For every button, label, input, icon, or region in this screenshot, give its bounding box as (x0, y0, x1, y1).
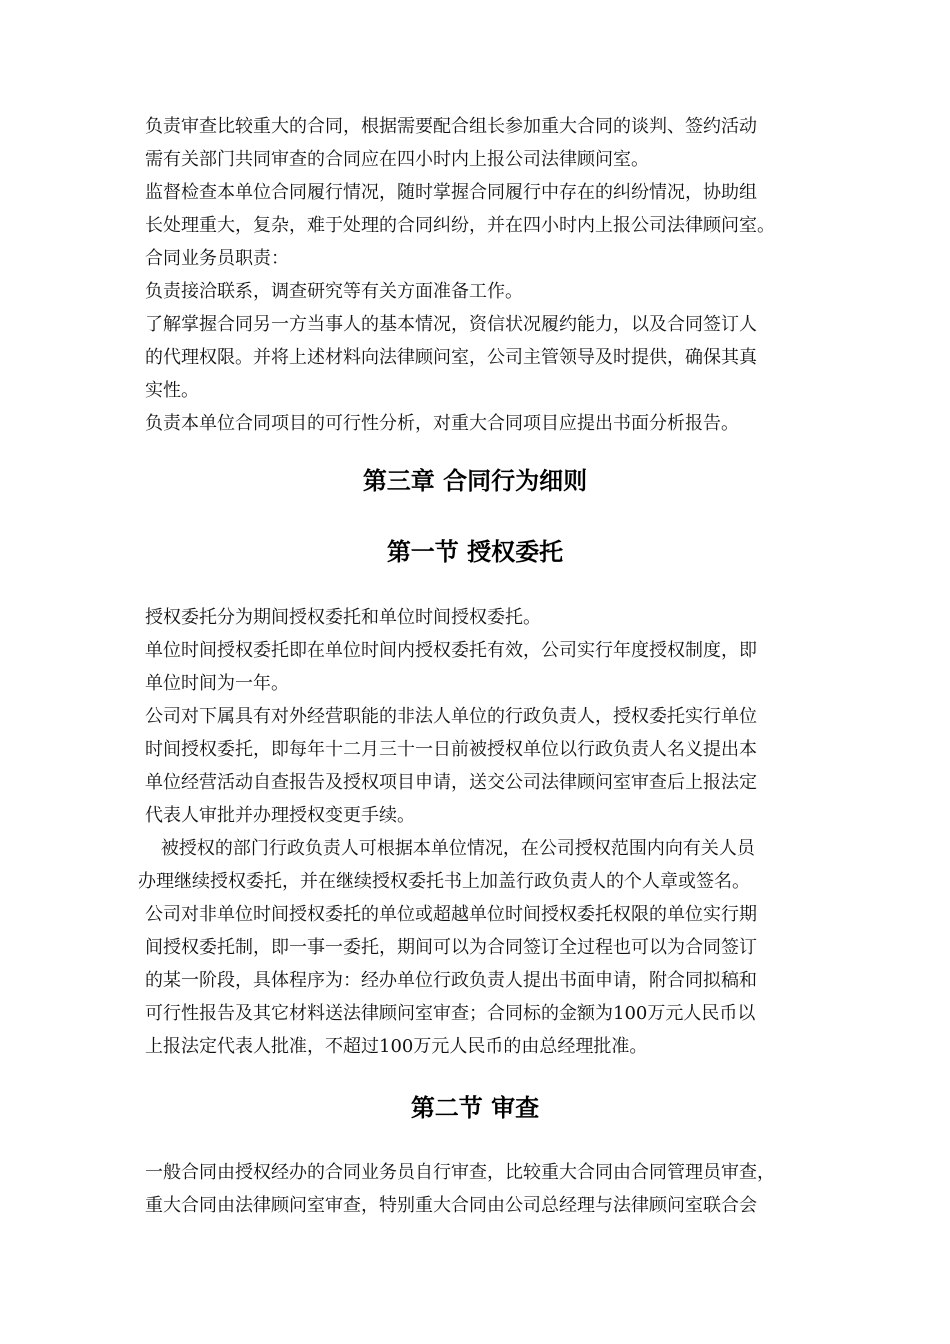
paragraph-line: 实性。 (145, 380, 199, 401)
paragraph-line: 可行性报告及其它材料送法律顾问室审查；合同标的金额为100万元人民币以 (145, 1003, 756, 1024)
paragraph-line: 间授权委托制，即一事一委托，期间可以为合同签订全过程也可以为合同签订 (145, 937, 757, 958)
paragraph-line: 的代理权限。并将上述材料向法律顾问室，公司主管领导及时提供，确保其真 (145, 347, 757, 368)
paragraph-line: 被授权的部门行政负责人可根据本单位情况，在公司授权范围内向有关人员 (138, 838, 755, 859)
paragraph-line: 负责本单位合同项目的可行性分析，对重大合同项目应提出书面分析报告。 (145, 413, 739, 434)
paragraph-line: 负责接洽联系，调查研究等有关方面准备工作。 (145, 281, 523, 302)
paragraph-line: 公司对下属具有对外经营职能的非法人单位的行政负责人，授权委托实行单位 (145, 706, 757, 727)
paragraph-line: 一般合同由授权经办的合同业务员自行审查，比较重大合同由合同管理员审查， (145, 1162, 775, 1183)
paragraph-line: 重大合同由法律顾问室审查，特别重大合同由公司总经理与法律顾问室联合会 (145, 1195, 757, 1216)
paragraph-line: 单位时间授权委托即在单位时间内授权委托有效，公司实行年度授权制度，即 (145, 640, 757, 661)
paragraph-line: 办理继续授权委托，并在继续授权委托书上加盖行政负责人的个人章或签名。 (138, 871, 750, 892)
paragraph-line: 监督检查本单位合同履行情况，随时掌握合同履行中存在的纠纷情况，协助组 (145, 182, 757, 203)
paragraph-line: 长处理重大，复杂，难于处理的合同纠纷，并在四小时内上报公司法律顾问室。 (145, 215, 775, 236)
chapter-heading: 第三章 合同行为细则 (362, 467, 588, 495)
paragraph-line: 了解掌握合同另一方当事人的基本情况，资信状况履约能力，以及合同签订人 (145, 314, 757, 335)
paragraph-line: 时间授权委托，即每年十二月三十一日前被授权单位以行政负责人名义提出本 (145, 739, 757, 760)
section-heading: 第一节 授权委托 (386, 538, 564, 566)
paragraph-line: 上报法定代表人批准，不超过100万元人民币的由总经理批准。 (145, 1036, 648, 1057)
paragraph-line: 代表人审批并办理授权变更手续。 (145, 805, 415, 826)
paragraph-line: 负责审查比较重大的合同，根据需要配合组长参加重大合同的谈判、签约活动 (145, 116, 757, 137)
paragraph-line: 单位时间为一年。 (145, 673, 289, 694)
paragraph-line: 的某一阶段，具体程序为：经办单位行政负责人提出书面申请，附合同拟稿和 (145, 970, 757, 991)
paragraph-line: 需有关部门共同审查的合同应在四小时内上报公司法律顾问室。 (145, 149, 649, 170)
paragraph-line: 授权委托分为期间授权委托和单位时间授权委托。 (145, 607, 541, 628)
paragraph-line: 合同业务员职责： (145, 248, 289, 269)
paragraph-line: 单位经营活动自查报告及授权项目申请，送交公司法律顾问室审查后上报法定 (145, 772, 757, 793)
section-heading: 第二节 审查 (410, 1094, 540, 1122)
paragraph-line: 公司对非单位时间授权委托的单位或超越单位时间授权委托权限的单位实行期 (145, 904, 757, 925)
